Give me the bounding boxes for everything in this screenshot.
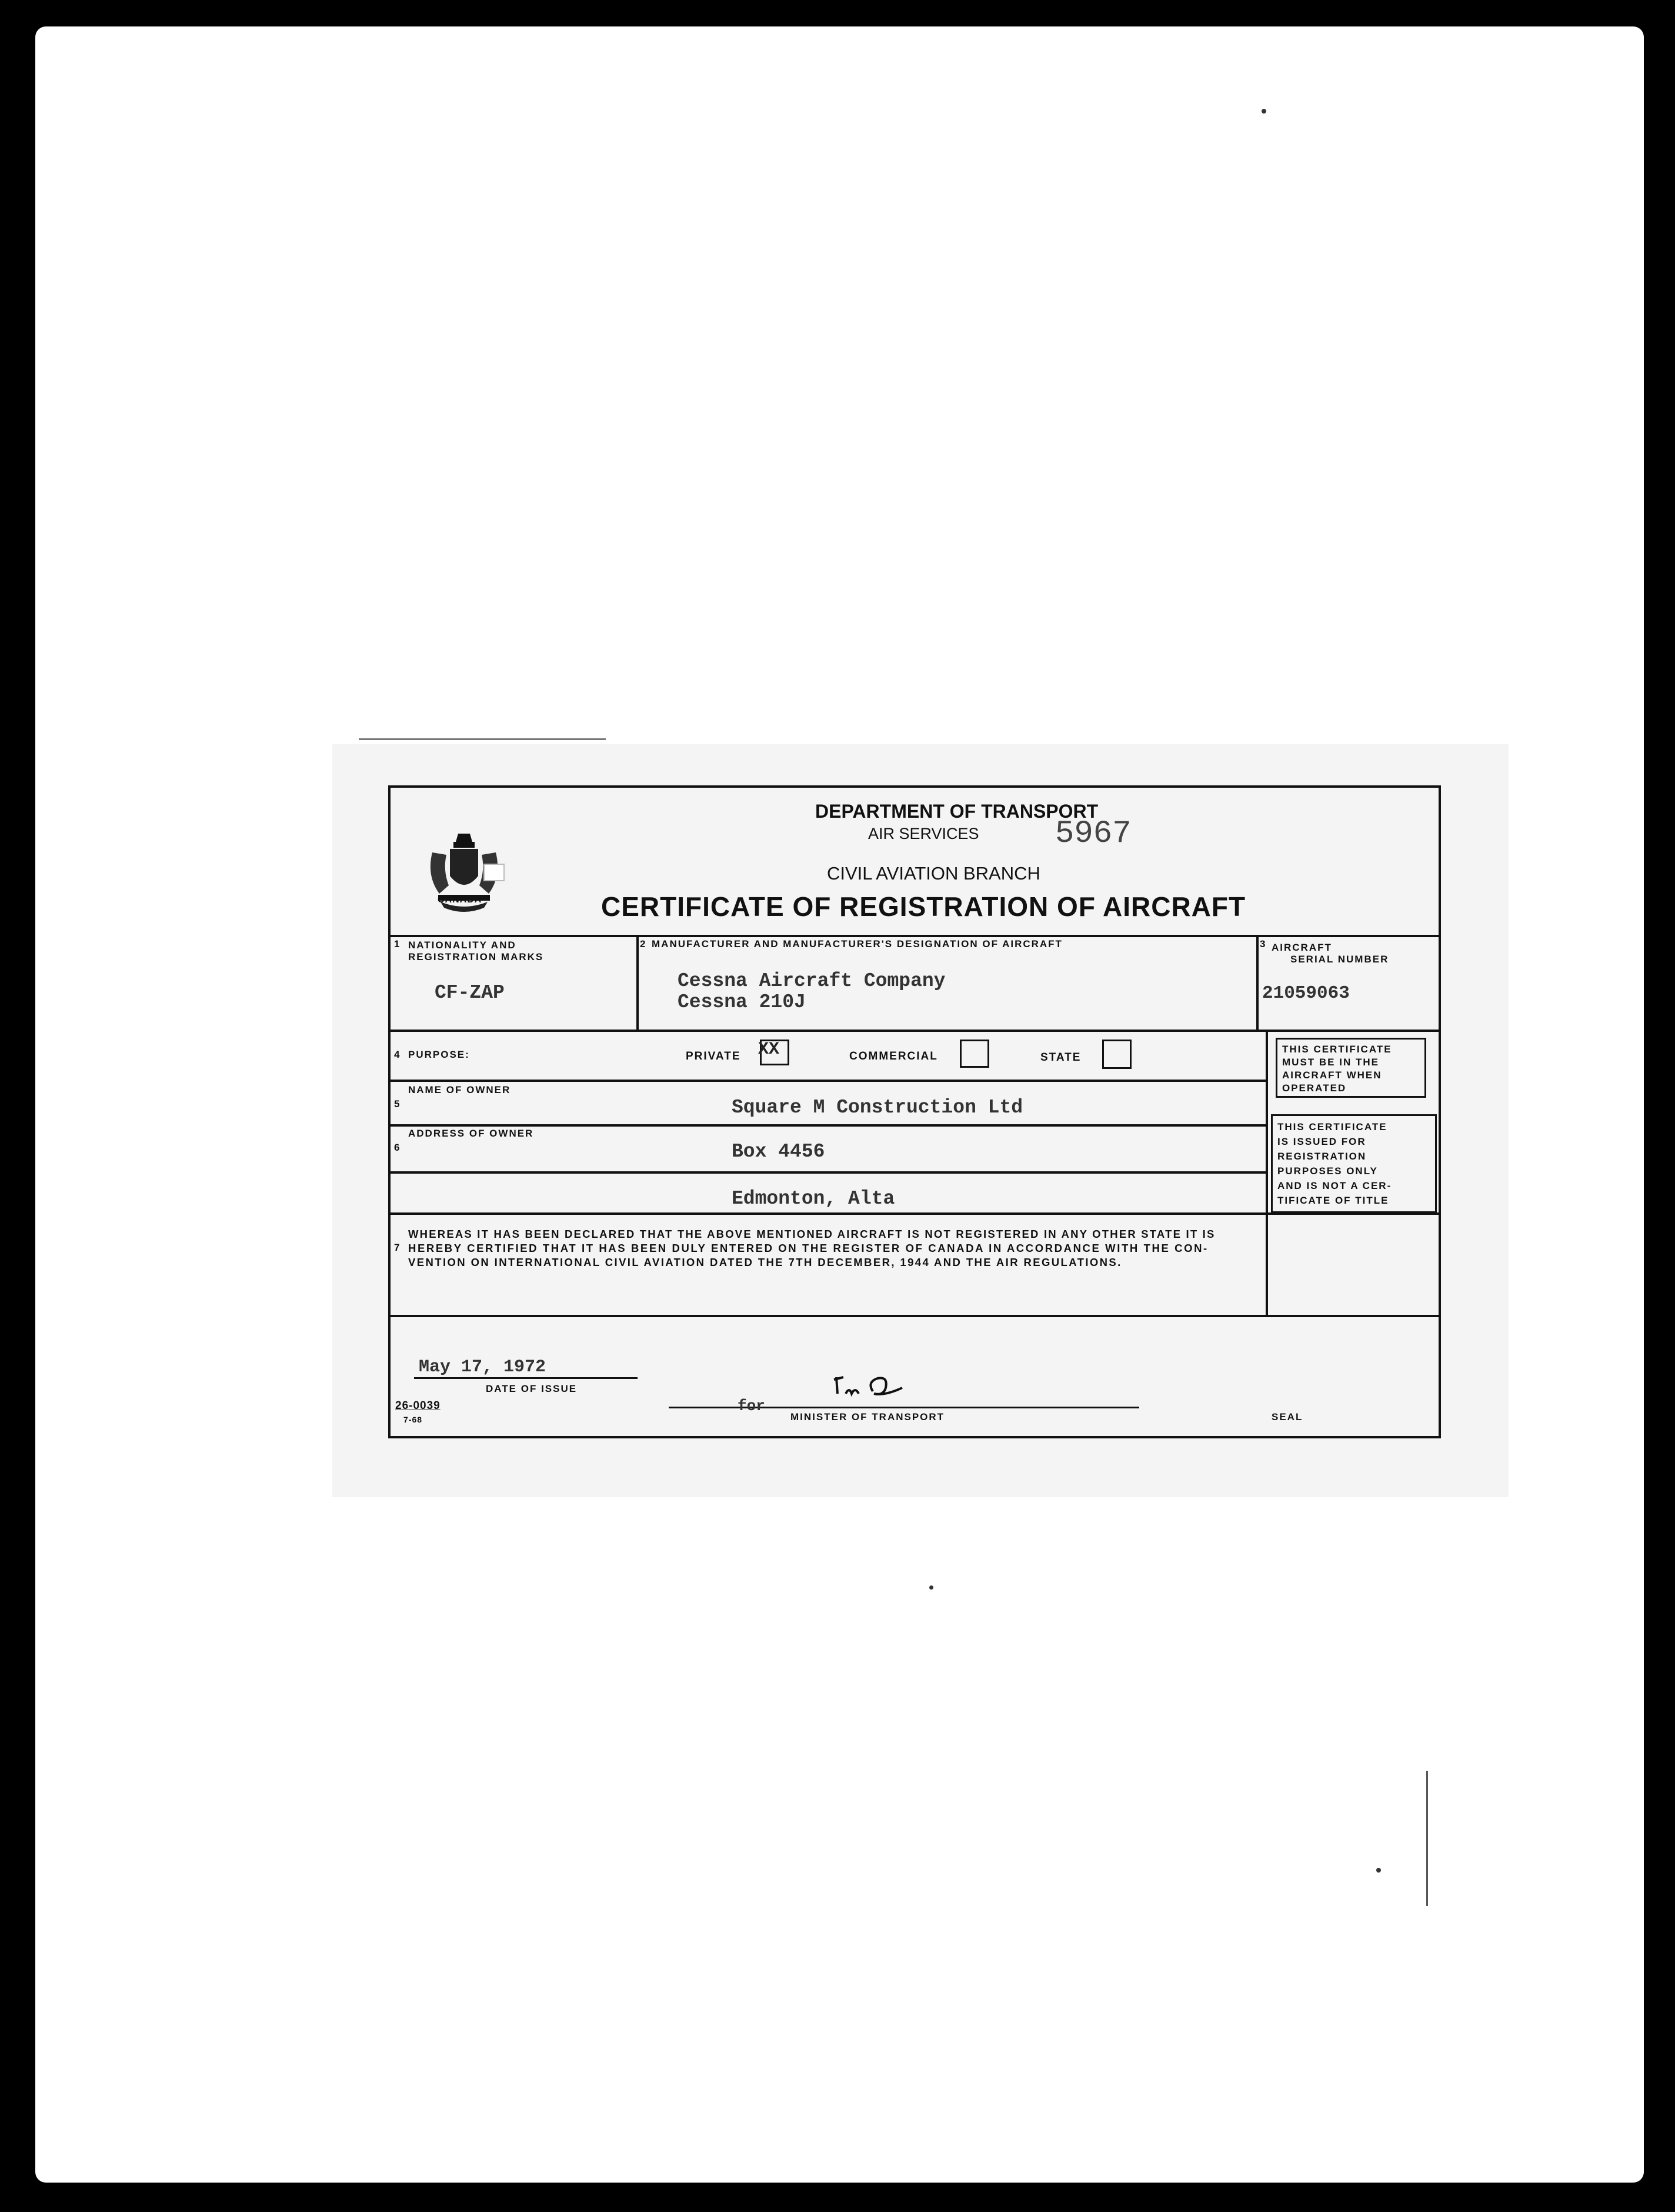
divider xyxy=(636,935,639,1032)
field-number: 3 xyxy=(1260,938,1267,950)
seal-label: SEAL xyxy=(1272,1411,1303,1423)
commercial-checkbox xyxy=(960,1040,989,1068)
field-number: 1 xyxy=(394,938,401,950)
owner-name-value: Square M Construction Ltd xyxy=(732,1097,1023,1118)
manufacturer-label: MANUFACTURER AND MANUFACTURER'S DESIGNATION OF AIRCRAFT xyxy=(652,938,1063,950)
stamped-number: 5967 xyxy=(1055,816,1132,852)
for-text: for xyxy=(738,1397,765,1415)
notice-line: AND IS NOT A CER- xyxy=(1277,1180,1392,1191)
registration-marks-label: REGISTRATION MARKS xyxy=(408,951,544,962)
manufacturer-value: Cessna Aircraft Company xyxy=(678,970,946,992)
divider xyxy=(391,1212,1441,1215)
scan-mark xyxy=(1426,1771,1428,1906)
divider xyxy=(391,1124,1266,1127)
minister-label: MINISTER OF TRANSPORT xyxy=(790,1411,945,1423)
divider xyxy=(391,1171,1266,1174)
field-number: 6 xyxy=(394,1142,401,1153)
serial-number-label: SERIAL NUMBER xyxy=(1290,954,1389,965)
form-number: 26-0039 xyxy=(395,1400,441,1412)
scan-speck xyxy=(1376,1868,1381,1873)
department-heading: DEPARTMENT OF TRANSPORT xyxy=(815,801,1099,822)
registration-marks-value: CF-ZAP xyxy=(435,982,505,1004)
field-number: 7 xyxy=(394,1242,401,1253)
commercial-label: COMMERCIAL xyxy=(849,1050,938,1062)
crest-caption: CANADA xyxy=(438,895,482,905)
state-label: STATE xyxy=(1040,1051,1082,1064)
carry-certificate-notice xyxy=(1276,1038,1426,1098)
divider xyxy=(1256,935,1259,1032)
notice-line: MUST BE IN THE xyxy=(1282,1057,1379,1068)
private-checkbox-mark: XX xyxy=(758,1040,780,1060)
notice-line: OPERATED xyxy=(1282,1082,1347,1094)
registration-certificate xyxy=(332,744,1509,1497)
field-number: 2 xyxy=(640,938,647,950)
serial-number-value: 21059063 xyxy=(1262,983,1350,1004)
not-title-notice xyxy=(1271,1114,1437,1213)
owner-address-line1: Box 4456 xyxy=(732,1141,825,1162)
declaration-line: WHEREAS IT HAS BEEN DECLARED THAT THE ABOVE MENTIONED AIRCRAFT IS NOT REGISTERED IN ANY OTHER STATE IT IS xyxy=(408,1228,1216,1240)
field-number: 5 xyxy=(394,1098,401,1110)
divider xyxy=(391,935,1441,937)
notice-line: IS ISSUED FOR xyxy=(1277,1136,1366,1147)
notice-line: PURPOSES ONLY xyxy=(1277,1165,1378,1177)
field-number: 4 xyxy=(394,1049,401,1060)
state-checkbox xyxy=(1102,1040,1132,1069)
divider xyxy=(391,1315,1441,1317)
notice-line: THIS CERTIFICATE xyxy=(1282,1044,1392,1055)
owner-name-label: NAME OF OWNER xyxy=(408,1084,511,1095)
nationality-label: NATIONALITY AND xyxy=(408,940,516,951)
divider xyxy=(1266,1030,1268,1315)
air-services-heading: AIR SERVICES xyxy=(868,825,979,842)
scan-speck xyxy=(929,1585,933,1590)
coat-of-arms-icon xyxy=(423,829,505,923)
branch-heading: CIVIL AVIATION BRANCH xyxy=(827,863,1040,884)
private-label: PRIVATE xyxy=(686,1050,741,1062)
notice-line: REGISTRATION xyxy=(1277,1151,1367,1162)
signature-icon xyxy=(832,1370,908,1405)
certificate-frame xyxy=(388,785,1441,1438)
form-date: 7-68 xyxy=(403,1415,423,1424)
declaration-line: HEREBY CERTIFIED THAT IT HAS BEEN DULY ENTERED ON THE REGISTER OF CANADA IN ACCORDANCE WITH THE CON- xyxy=(408,1242,1209,1254)
scan-speck xyxy=(1262,109,1266,114)
aircraft-label: AIRCRAFT xyxy=(1272,942,1332,953)
notice-line: TIFICATE OF TITLE xyxy=(1277,1195,1389,1206)
date-of-issue-value: May 17, 1972 xyxy=(419,1357,546,1377)
purpose-label: PURPOSE: xyxy=(408,1049,470,1060)
certificate-title: CERTIFICATE OF REGISTRATION OF AIRCRAFT xyxy=(601,891,1246,922)
aircraft-designation-value: Cessna 210J xyxy=(678,991,806,1013)
date-line xyxy=(414,1377,638,1379)
declaration-line: VENTION ON INTERNATIONAL CIVIL AVIATION DATED THE 7TH DECEMBER, 1944 AND THE AIR REGULATIONS. xyxy=(408,1256,1122,1268)
notice-line: AIRCRAFT WHEN xyxy=(1282,1070,1382,1081)
scan-mark xyxy=(359,738,606,740)
divider xyxy=(391,1030,1441,1032)
owner-address-line2: Edmonton, Alta xyxy=(732,1188,895,1210)
divider xyxy=(391,1080,1266,1082)
owner-address-label: ADDRESS OF OWNER xyxy=(408,1128,534,1139)
notice-line: THIS CERTIFICATE xyxy=(1277,1121,1387,1132)
date-of-issue-label: DATE OF ISSUE xyxy=(486,1383,578,1394)
